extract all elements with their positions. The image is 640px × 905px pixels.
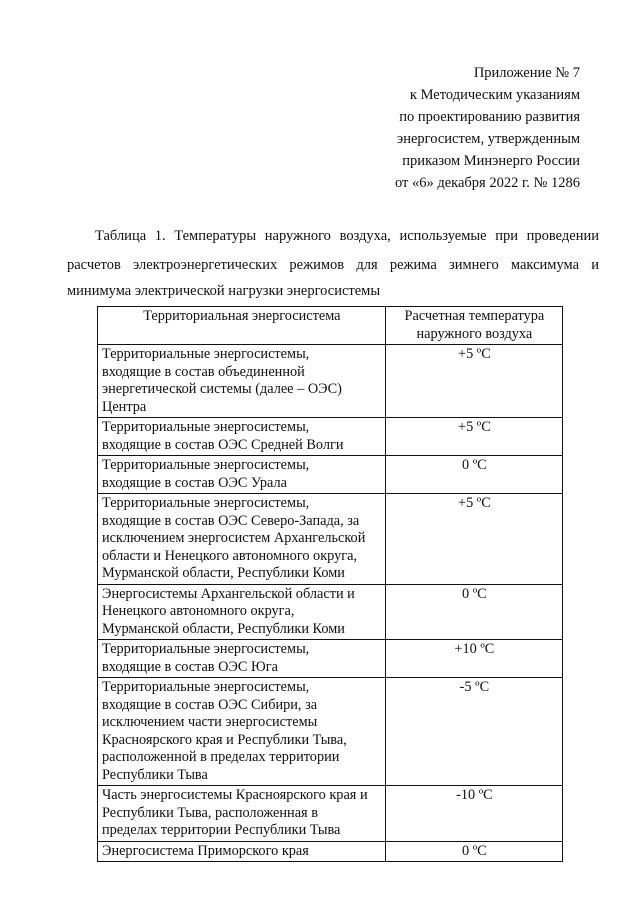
cell-temperature: -5 ºС [385,678,562,786]
system-line: Ненецкого автономного округа, [102,603,295,619]
system-line: исключением энергосистем Архангельской [102,530,366,546]
system-line: Энергосистемы Архангельской области и [102,585,355,602]
cell-system [98,494,386,585]
appendix-line: к Методическим указаниям [409,87,580,103]
cell-temperature: +5 ºС [385,345,562,418]
cell-system [98,418,386,456]
table-row [98,640,563,678]
system-line: входящие в состав ОЭС Северо-Запада, за [102,512,360,529]
cell-temperature: +5 ºС [385,494,562,585]
system-line: области и Ненецкого автономного округа, [102,547,358,564]
system-line: входящие в состав ОЭС Сибири, за [102,696,318,713]
system-line: Территориальные энергосистемы, [102,457,310,473]
system-line: входящие в состав ОЭС Юга [102,658,278,675]
system-line: Мурманской области, Республики Коми [102,620,345,637]
cell-system [98,584,386,640]
cell-temperature: +10 ºС [385,640,562,678]
table-row [98,345,563,418]
table-row [98,841,563,862]
cell-temperature: 0 ºС [385,584,562,640]
cell-system [98,786,386,842]
system-line: Центра [102,398,147,415]
cell-temperature: 0 ºС [385,841,562,862]
system-line: расположенной в пределах территории [102,749,340,765]
table-body [98,345,563,862]
table-row [98,786,563,842]
appendix-line: приказом Минэнерго России [402,153,580,169]
cell-system [98,640,386,678]
header-temperature: Расчетная температура наружного воздуха [385,307,562,345]
cell-system [98,345,386,418]
system-line: исключением части энергосистемы [102,714,318,730]
caption-line: Таблица 1. Температуры наружного воздуха, используемые при проведении [95,228,599,244]
system-line: Мурманской области, Республики Коми [102,565,345,581]
table-row [98,584,563,640]
table-header-row [98,307,563,345]
caption-line: расчетов электроэнергетических режимов для режима зимнего максимума и [67,257,599,273]
cell-system [98,678,386,786]
system-line: Территориальные энергосистемы, [102,419,310,435]
table-row [98,678,563,786]
system-line: Территориальные энергосистемы, [102,679,310,695]
system-line: Территориальные энергосистемы, [102,495,310,511]
table-row [98,418,563,456]
temperature-table [97,306,563,862]
system-line: Территориальные энергосистемы, [102,346,310,362]
system-line: входящие в состав ОЭС Урала [102,474,287,491]
system-line: пределах территории Республики Тыва [102,822,341,838]
table-caption [67,222,599,302]
appendix-line: от «6» декабря 2022 г. № 1286 [394,175,580,191]
appendix-line: по проектированию развития [399,109,580,125]
table-row [98,456,563,494]
system-line: Часть энергосистемы Красноярского края и [102,787,368,803]
system-line: энергетической системы (далее – ОЭС) [102,381,342,397]
caption-line: минимума электрической нагрузки энергосистемы [67,283,381,299]
system-line: Республики Тыва, расположенная в [102,804,318,821]
system-line: Территориальные энергосистемы, [102,641,310,657]
system-line: Красноярского края и Республики Тыва, [102,731,347,748]
table-row [98,494,563,585]
cell-system [98,456,386,494]
system-line: входящие в состав ОЭС Средней Волги [102,436,344,453]
system-line: Республики Тыва [102,766,208,783]
system-line: входящие в состав объединенной [102,363,305,380]
system-line: Энергосистема Приморского края [102,842,309,859]
cell-temperature: 0 ºС [385,456,562,494]
cell-temperature: +5 ºС [385,418,562,456]
appendix-line: Приложение № 7 [473,65,580,81]
appendix-line: энергосистем, утвержденным [397,131,580,147]
header-system: Территориальная энергосистема [98,307,386,345]
appendix-header [340,62,580,194]
cell-temperature: -10 ºС [385,786,562,842]
cell-system [98,841,386,862]
